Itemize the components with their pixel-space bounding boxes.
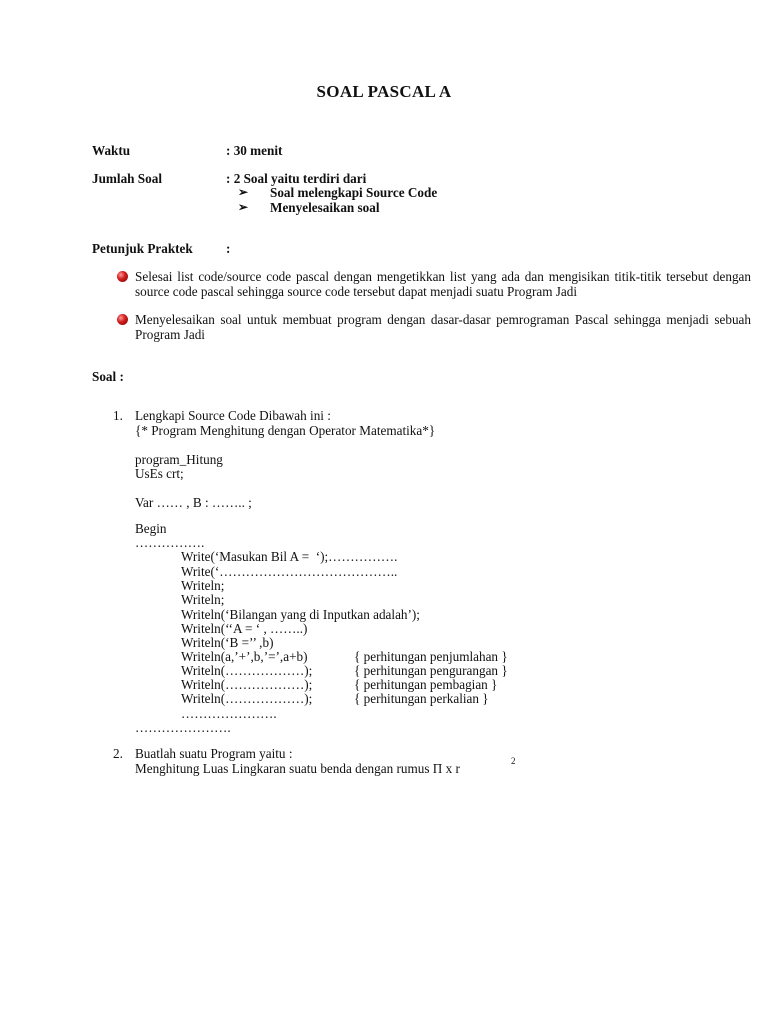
code-line: Var …… , B : …….. ;	[135, 495, 252, 510]
waktu-value: : 30 menit	[226, 143, 283, 158]
code-line: ………………….	[181, 706, 277, 721]
jumlah-item: Menyelesaikan soal	[270, 200, 380, 215]
page-title: SOAL PASCAL A	[316, 82, 452, 101]
code-line: Writeln(‘Bilangan yang di Inputkan adalah’);	[181, 607, 420, 622]
petunjuk-item: Menyelesaikan soal untuk membuat program dengan dasar-dasar pemrograman Pascal sehingga menjadi sebuah Program Jadi	[135, 312, 751, 342]
arrow-bullet-icon: ➢	[238, 185, 249, 199]
waktu-label: Waktu	[92, 143, 131, 158]
petunjuk-item: Selesai list code/source code pascal dengan mengetikkan list yang ada dan mengisikan titik-titik tersebut dengan source code pascal sehingga source code tersebut dapat menjadi suatu Program Jadi	[135, 269, 751, 299]
code-line: Writeln;	[181, 592, 225, 607]
q1-comment: {* Program Menghitung dengan Operator Matematika*}	[135, 423, 436, 438]
jumlah-soal-label: Jumlah Soal	[92, 171, 162, 186]
q2-superscript: 2	[511, 756, 516, 766]
code-comment: { perhitungan pengurangan }	[354, 663, 508, 678]
jumlah-soal-value: : 2 Soal yaitu terdiri dari	[226, 171, 367, 186]
code-line: ………………….	[135, 720, 231, 735]
soal-label: Soal :	[92, 369, 124, 384]
code-comment: { perhitungan pembagian }	[354, 677, 498, 692]
petunjuk-label: Petunjuk Praktek	[92, 241, 193, 256]
q2-title: Buatlah suatu Program yaitu :	[135, 746, 293, 761]
code-line: Writeln(………………);	[181, 677, 313, 692]
code-line: Write(‘…………………………………..	[181, 564, 398, 579]
code-line: Writeln(a,’+’,b,’=’,a+b)	[181, 649, 308, 664]
q2-number: 2.	[113, 746, 123, 761]
code-line: Writeln(………………);	[181, 663, 313, 678]
code-line: Writeln(………………);	[181, 691, 313, 706]
red-bullet-icon	[117, 314, 128, 325]
code-line: Writeln(‘‘A = ‘ , ……..)	[181, 621, 308, 636]
code-line: Begin	[135, 521, 167, 536]
code-line: Writeln;	[181, 578, 225, 593]
code-line: Writeln(‘B =’’ ,b)	[181, 635, 274, 650]
arrow-bullet-icon: ➢	[238, 200, 249, 214]
code-comment: { perhitungan penjumlahan }	[354, 649, 508, 664]
code-line: UsEs crt;	[135, 466, 184, 481]
petunjuk-colon: :	[226, 241, 231, 256]
q2-text: Menghitung Luas Lingkaran suatu benda dengan rumus Π x r	[135, 761, 460, 776]
red-bullet-icon	[117, 271, 128, 282]
jumlah-item: Soal melengkapi Source Code	[270, 185, 438, 200]
q1-title: Lengkapi Source Code Dibawah ini :	[135, 408, 331, 423]
code-line: Write(‘Masukan Bil A = ‘);…………….	[181, 549, 398, 564]
code-comment: { perhitungan perkalian }	[354, 691, 489, 706]
q1-number: 1.	[113, 408, 123, 423]
code-line: …………….	[135, 535, 205, 550]
code-line: program_Hitung	[135, 452, 223, 467]
